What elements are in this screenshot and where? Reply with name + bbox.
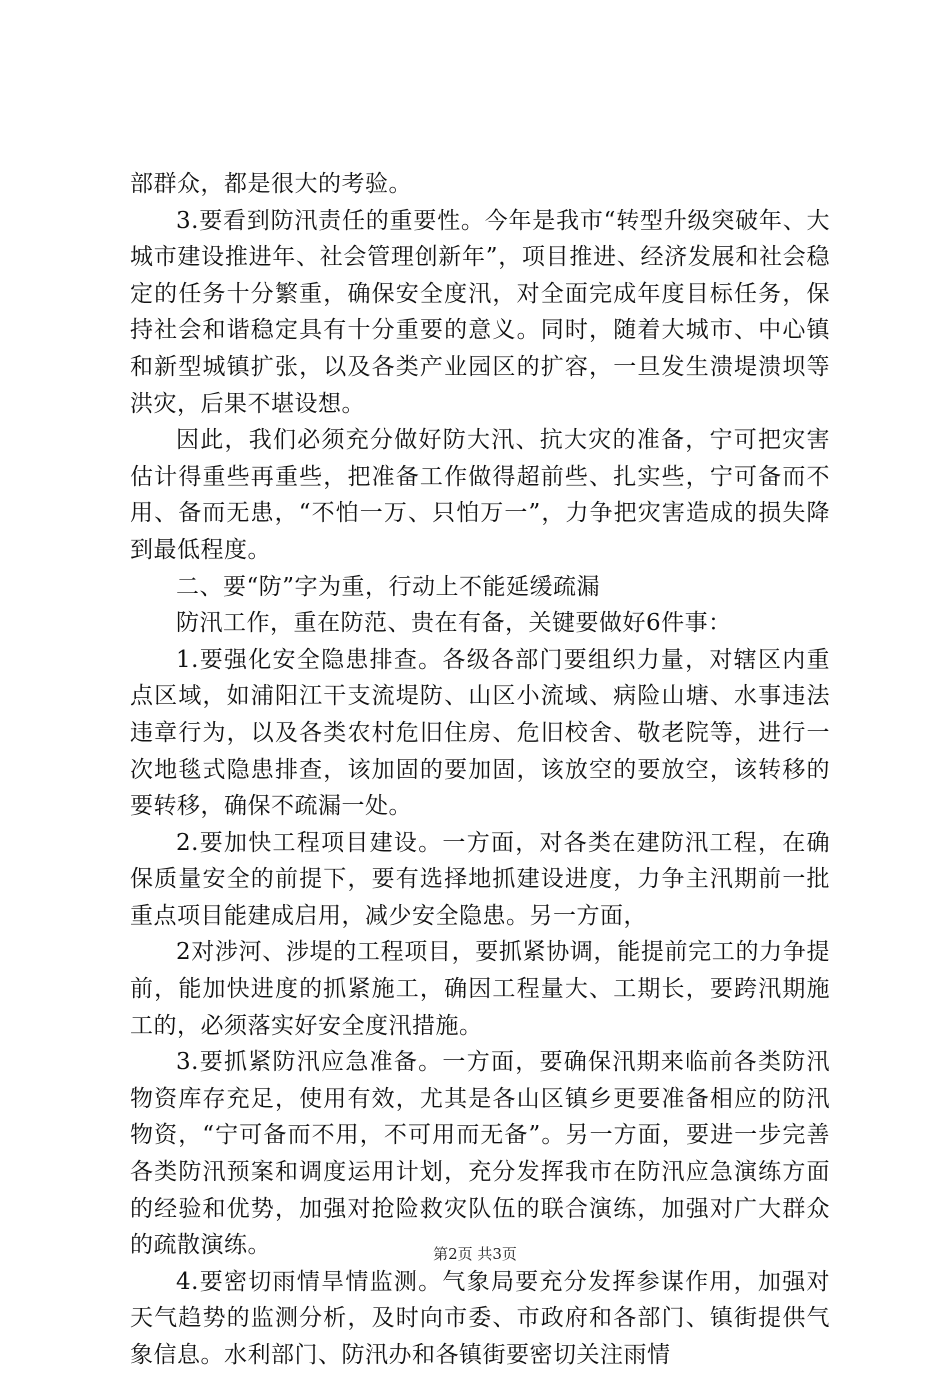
paragraph-10: 4.要密切雨情旱情监测。气象局要充分发挥参谋作用，加强对天气趋势的监测分析，及时向市委、市政府和各部门、镇街提供气象信息。水利部门、防汛办和各镇街要密切关注雨情 [130, 1268, 830, 1368]
paragraph-6: 1.要强化安全隐患排查。各级各部门要组织力量，对辖区内重点区域，如浦阳江干支流堤防、山区小流域、病险山塘、水事违法违章行为，以及各类农村危旧住房、危旧校舍、敬老院等，进行一次地毯式隐患排查，该加固的要加固，该放空的要放空，该转移的要转移，确保不疏漏一处。 [130, 646, 830, 820]
paragraph-5: 防汛工作，重在防范、贵在有备，关键要做好6件事： [176, 610, 732, 637]
paragraph-2: 3.要看到防汛责任的重要性。今年是我市“转型升级突破年、大城市建设推进年、社会管理创新年”，项目推进、经济发展和社会稳定的任务十分繁重，确保安全度汛，对全面完成年度目标任务，保持社会和谐稳定具有十分重要的意义。同时，随着大城市、中心镇和新型城镇扩张，以及各类产业园区的扩容，一旦发生溃堤溃坝等洪灾，后果不堪设想。 [130, 207, 830, 417]
paragraph-7: 2.要加快工程项目建设。一方面，对各类在建防汛工程，在确保质量安全的前提下，要有选择地抓建设进度，力争主汛期前一批重点项目能建成启用，减少安全隐患。另一方面， [130, 829, 830, 929]
page-footer [0, 1244, 950, 1264]
paragraph-1: 部群众，都是很大的考验。 [130, 171, 412, 197]
paragraph-8: 2对涉河、涉堤的工程项目，要抓紧协调，能提前完工的力争提前，能加快进度的抓紧施工，确因工程量大、工期长，要跨汛期施工的，必须落实好安全度汛措施。 [130, 939, 830, 1039]
paragraph-3: 因此，我们必须充分做好防大汛、抗大灾的准备，宁可把灾害估计得重些再重些，把准备工作做得超前些、扎实些，宁可备而不用、备而无患，“不怕一万、只怕万一”，力争把灾害造成的损失降到最低程度。 [130, 427, 830, 563]
section-heading-2: 二、要“防”字为重，行动上不能延缓疏漏 [176, 573, 601, 600]
page-number-label: 第2页 共3页 [433, 1245, 517, 1263]
paragraph-9: 3.要抓紧防汛应急准备。一方面，要确保汛期来临前各类防汛物资库存充足，使用有效，尤其是各山区镇乡更要准备相应的防汛物资，“宁可备而不用，不可用而无备”。另一方面，要进一步完善各类防汛预案和调度运用计划，充分发挥我市在防汛应急演练方面的经验和优势，加强对抢险救灾队伍的联合演练，加强对广大群众的疏散演练。 [130, 1049, 830, 1259]
document-body [130, 166, 830, 1374]
